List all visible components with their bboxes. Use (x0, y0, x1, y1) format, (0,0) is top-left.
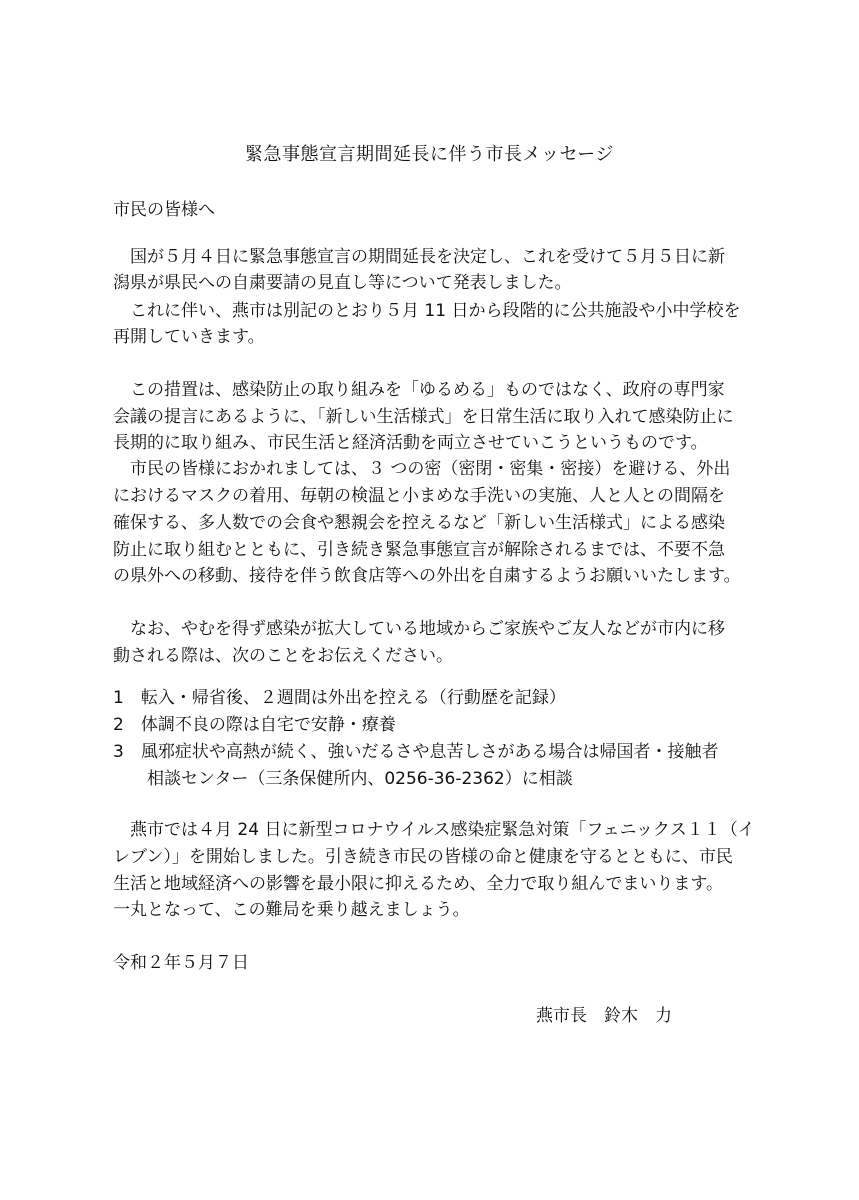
salutation: 市民の皆様へ (113, 200, 215, 220)
paragraph2-line: におけるマスクの着用、毎朝の検温と小まめな手洗いの実施、人と人との間隔を (113, 486, 725, 506)
paragraph4-line: 生活と地域経済への影響を最小限に抑えるため、全力で取り組んでまいります。 (113, 874, 723, 894)
paragraph4-line: レブン）」を開始しました。引き続き市民の皆様の命と健康を守るとともに、市民 (113, 847, 733, 867)
list-item: 3 風邪症状や高熱が続く、強いだるさや息苦しさがある場合は帰国者・接触者 (113, 742, 719, 762)
paragraph2-line: 確保する、多人数での会食や懇親会を控えるなど「新しい生活様式」による感染 (113, 513, 725, 533)
list-item: 1 転入・帰省後、２週間は外出を控える（行動歴を記録） (113, 688, 566, 708)
paragraph4-line: 燕市では４月 24 日に新型コロナウイルス感染症緊急対策「フェニックス１１（イ (113, 820, 755, 840)
paragraph1-line: これに伴い、燕市は別記のとおり５月 11 日から段階的に公共施設や小中学校を (113, 301, 741, 321)
paragraph2-line: この措置は、感染防止の取り組みを「ゆるめる」ものではなく、政府の専門家 (113, 380, 725, 400)
document-title: 緊急事態宣言期間延長に伴う市長メッセージ (245, 144, 614, 165)
paragraph3-line: なお、やむを得ず感染が拡大している地域からご家族やご友人などが市内に移 (113, 619, 725, 639)
paragraph1-line: 再開していきます。 (113, 327, 265, 347)
document-date: 令和２年５月７日 (113, 953, 249, 973)
paragraph2-line: 防止に取り組むとともに、引き続き緊急事態宣言が解除されるまでは、不要不急 (113, 540, 725, 560)
paragraph2-line: 市民の皆様におかれましては、３ つの密（密閉・密集・密接）を避ける、外出 (113, 459, 731, 479)
paragraph1-line: 国が５月４日に緊急事態宣言の期間延長を決定し、これを受けて５月５日に新 (113, 247, 725, 267)
paragraph2-line: 会議の提言にあるように、「新しい生活様式」を日常生活に取り入れて感染防止に (113, 407, 734, 427)
list-item: 相談センター（三条保健所内、0256-36-2362）に相談 (113, 769, 573, 789)
paragraph4-line: 一丸となって、この難局を乗り越えましょう。 (113, 900, 470, 920)
paragraph2-line: 長期的に取り組み、市民生活と経済活動を両立させていこうというものです。 (113, 433, 708, 453)
paragraph2-line: の県外への移動、接待を伴う飲食店等への外出を自粛するようお願いいたします。 (113, 566, 741, 586)
paragraph3-line: 動される際は、次のことをお伝えください。 (113, 646, 453, 666)
paragraph1-line: 潟県が県民への自粛要請の見直し等について発表しました。 (113, 273, 572, 293)
list-item: 2 体調不良の際は自宅で安静・療養 (113, 715, 396, 735)
signature: 燕市長 鈴木 力 (536, 1006, 672, 1026)
